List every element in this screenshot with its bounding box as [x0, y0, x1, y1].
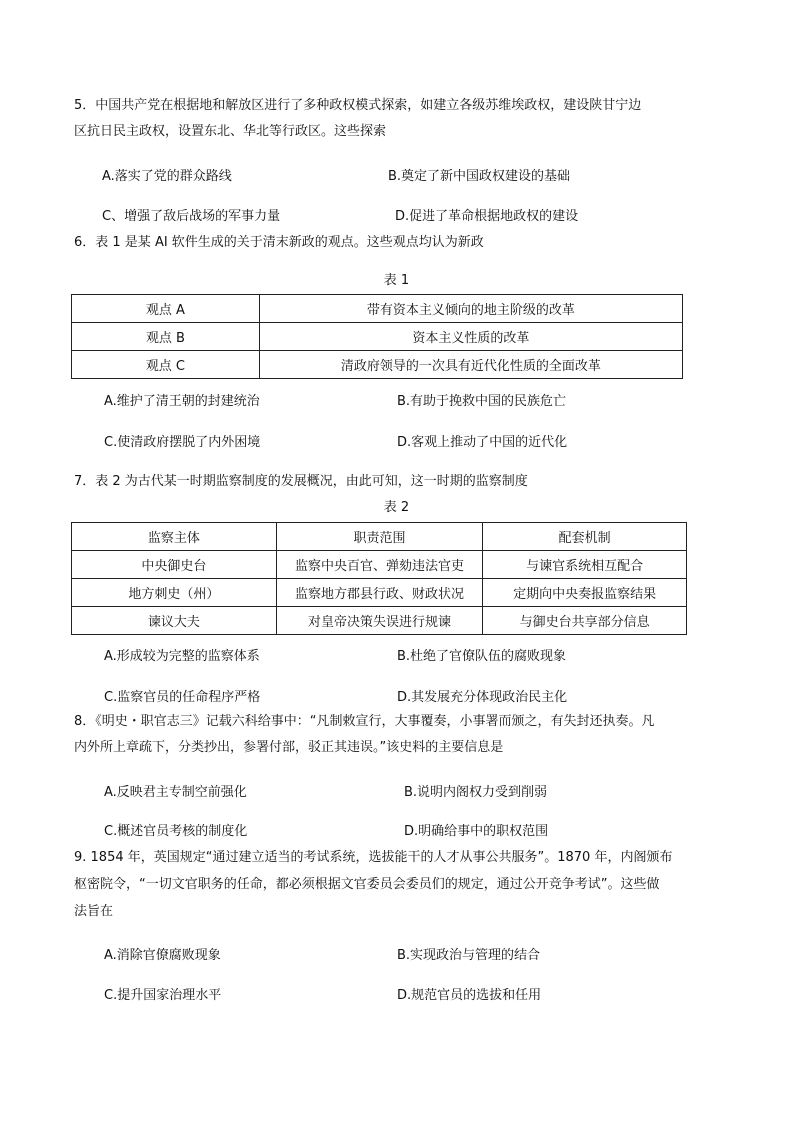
q7-option-d: D.其发展充分体现政治民主化 — [397, 690, 568, 705]
table-row — [72, 607, 687, 635]
q8-option-a: A.反映君主专制空前强化 — [104, 785, 247, 800]
q6-option-b: B.有助于挽救中国的民族危亡 — [397, 394, 567, 409]
table-row — [72, 295, 683, 323]
table-row — [72, 351, 683, 379]
table-header-row — [72, 523, 687, 551]
q9-stem-line2: 枢密院令，“一切文官职务的任命，都必须根据文官委员会委员们的规定，通过公开竞争考试”。这些做 — [74, 877, 660, 892]
q9-option-a: A.消除官僚腐败现象 — [104, 948, 221, 963]
q9-stem — [74, 844, 672, 925]
q8-option-c: C.概述官员考核的制度化 — [104, 824, 248, 839]
table-cell: 与谏官系统相互配合 — [483, 551, 687, 579]
q9-stem-line1: 9. 1854 年，英国规定“通过建立适当的考试系统，选拔能干的人才从事公共服务”。1870 年，内阁颁布 — [74, 850, 673, 865]
q5-stem-line2: 区抗日民主政权，设置东北、华北等行政区。这些探索 — [74, 124, 387, 139]
q9-stem-line3: 法旨在 — [74, 904, 114, 919]
table-header-cell: 职责范围 — [276, 523, 483, 551]
q7-table-caption: 表 2 — [383, 500, 410, 515]
table-cell: 资本主义性质的改革 — [259, 323, 682, 351]
table-cell: 观点 B — [72, 323, 260, 351]
table-cell: 带有资本主义倾向的地主阶级的改革 — [259, 295, 682, 323]
q6-option-a: A.维护了清王朝的封建统治 — [104, 394, 260, 409]
table-cell: 监察中央百官、弹劾违法官吏 — [276, 551, 483, 579]
q5-option-d: D.促进了革命根据地政权的建设 — [395, 209, 579, 224]
q9-option-c: C.提升国家治理水平 — [104, 988, 222, 1003]
q9-option-b: B.实现政治与管理的结合 — [397, 948, 541, 963]
q6-table — [71, 294, 683, 379]
table-cell: 观点 C — [72, 351, 260, 379]
q7-option-a: A.形成较为完整的监察体系 — [104, 649, 260, 664]
table-cell: 与御史台共享部分信息 — [483, 607, 687, 635]
q6-option-c: C.使清政府摆脱了内外困境 — [104, 435, 261, 450]
q8-option-d: D.明确给事中的职权范围 — [404, 824, 549, 839]
q6-table-caption: 表 1 — [383, 273, 410, 288]
table-row — [72, 551, 687, 579]
table-cell: 观点 A — [72, 295, 260, 323]
table-row — [72, 579, 687, 607]
q8-stem-line1: 8．《明史・职官志三》记载六科给事中：“凡制敕宣行，大事覆奏，小事署而颁之，有失封还执奏。凡 — [74, 714, 655, 729]
q5-stem — [74, 93, 641, 145]
table-cell: 地方刺史（州） — [72, 579, 277, 607]
table-header-cell: 配套机制 — [483, 523, 687, 551]
table-cell: 清政府领导的一次具有近代化性质的全面改革 — [259, 351, 682, 379]
table-header-cell: 监察主体 — [72, 523, 277, 551]
q7-option-c: C.监察官员的任命程序严格 — [104, 690, 261, 705]
q8-stem — [74, 709, 655, 761]
q5-option-a: A.落实了党的群众路线 — [102, 169, 232, 184]
table-cell: 定期向中央奏报监察结果 — [483, 579, 687, 607]
table-row — [72, 323, 683, 351]
q8-option-b: B.说明内阁权力受到削弱 — [404, 785, 548, 800]
q7-stem: 7．表 2 为古代某一时期监察制度的发展概况，由此可知，这一时期的监察制度 — [74, 474, 528, 489]
q5-option-c: C、增强了敌后战场的军事力量 — [102, 209, 281, 224]
q6-stem: 6．表 1 是某 AI 软件生成的关于清末新政的观点。这些观点均认为新政 — [74, 235, 484, 250]
q8-stem-line2: 内外所上章疏下，分类抄出，参署付部，驳正其违误。”该史料的主要信息是 — [74, 740, 504, 755]
q7-table — [71, 522, 687, 635]
table-cell: 谏议大夫 — [72, 607, 277, 635]
table-cell: 监察地方郡县行政、财政状况 — [276, 579, 483, 607]
q5-stem-line1: 5．中国共产党在根据地和解放区进行了多种政权模式探索，如建立各级苏维埃政权，建设陕甘宁边 — [74, 98, 642, 113]
q7-option-b: B.杜绝了官僚队伍的腐败现象 — [397, 649, 567, 664]
q6-option-d: D.客观上推动了中国的近代化 — [397, 435, 568, 450]
table-cell: 对皇帝决策失误进行规谏 — [276, 607, 483, 635]
q5-option-b: B.奠定了新中国政权建设的基础 — [388, 169, 571, 184]
q9-option-d: D.规范官员的选拔和任用 — [397, 988, 542, 1003]
table-cell: 中央御史台 — [72, 551, 277, 579]
